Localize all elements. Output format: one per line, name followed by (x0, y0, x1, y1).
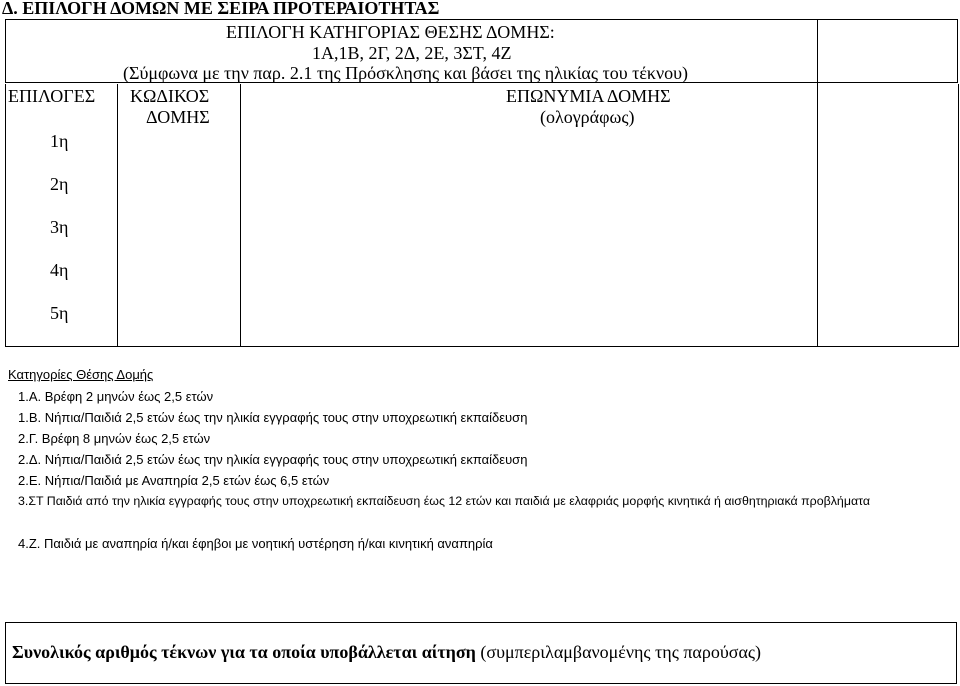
choice-row-4: 4η (50, 260, 69, 280)
category-item: 1.Α. Βρέφη 2 μηνών έως 2,5 ετών (18, 389, 214, 404)
header-line-2: 1Α,1Β, 2Γ, 2Δ, 2Ε, 3ΣΤ, 4Ζ (312, 43, 512, 63)
choice-row-3: 3η (50, 217, 69, 237)
category-item: 2.Γ. Βρέφη 8 μηνών έως 2,5 ετών (18, 431, 211, 446)
total-children-label-note: (συμπεριλαμβανομένης της παρούσας) (475, 642, 761, 662)
category-item: 1.Β. Νήπια/Παιδιά 2,5 ετών έως την ηλικία εγγραφής τους στην υποχρεωτική εκπαίδευση (18, 410, 528, 425)
category-item: 2.Δ. Νήπια/Παιδιά 2,5 ετών έως την ηλικία εγγραφής τους στην υποχρεωτική εκπαίδευση (18, 452, 528, 467)
header-cell (6, 20, 818, 83)
categories-title: Κατηγορίες Θέσης Δομής (8, 367, 154, 382)
category-item: 4.Ζ. Παιδιά με αναπηρία ή/και έφηβοι με νοητική υστέρηση ή/και κινητική αναπηρία (18, 536, 493, 551)
header-line-3: (Σύμφωνα με την παρ. 2.1 της Πρόσκλησης και βάσει της ηλικίας του τέκνου) (123, 63, 689, 83)
category-item: 2.Ε. Νήπια/Παιδιά με Αναπηρία 2,5 ετών έως 6,5 ετών (18, 473, 330, 488)
column-choices-header: ΕΠΙΛΟΓΕΣ (8, 86, 96, 106)
choices-grid (5, 84, 959, 347)
header-line-1: ΕΠΙΛΟΓΗ ΚΑΤΗΓΟΡΙΑΣ ΘΕΣΗΣ ΔΟΜΗΣ: (226, 22, 555, 42)
column-code-header-line2: ΔΟΜΗΣ (146, 107, 210, 127)
choice-row-1: 1η (50, 131, 69, 151)
column-name-header-line1: ΕΠΩΝΥΜΙΑ ΔΟΜΗΣ (506, 86, 671, 106)
header-empty-cell (818, 20, 958, 83)
column-name-header-line2: (ολογράφως) (540, 107, 635, 127)
total-children-label (12, 642, 761, 663)
choice-row-2: 2η (50, 174, 69, 194)
total-children-box (5, 622, 957, 684)
choice-row-5: 5η (50, 303, 69, 323)
section-title: Δ. ΕΠΙΛΟΓΗ ΔΟΜΩΝ ΜΕ ΣΕΙΡΑ ΠΡΟΤΕΡΑΙΟΤΗΤΑΣ (2, 0, 440, 18)
total-children-label-bold: Συνολικός αριθμός τέκνων για τα οποία υποβάλλεται αίτηση (12, 642, 476, 662)
column-code-header-line1: ΚΩΔΙΚΟΣ (130, 86, 210, 106)
preference-table (5, 19, 958, 83)
category-item: 3.ΣΤ Παιδιά από την ηλικία εγγραφής τους στην υποχρεωτική εκπαίδευση έως 12 ετών και παιδιά με ελαφριάς μορφής κινητικά ή αισθητηριακά προβλήματα (18, 494, 871, 508)
